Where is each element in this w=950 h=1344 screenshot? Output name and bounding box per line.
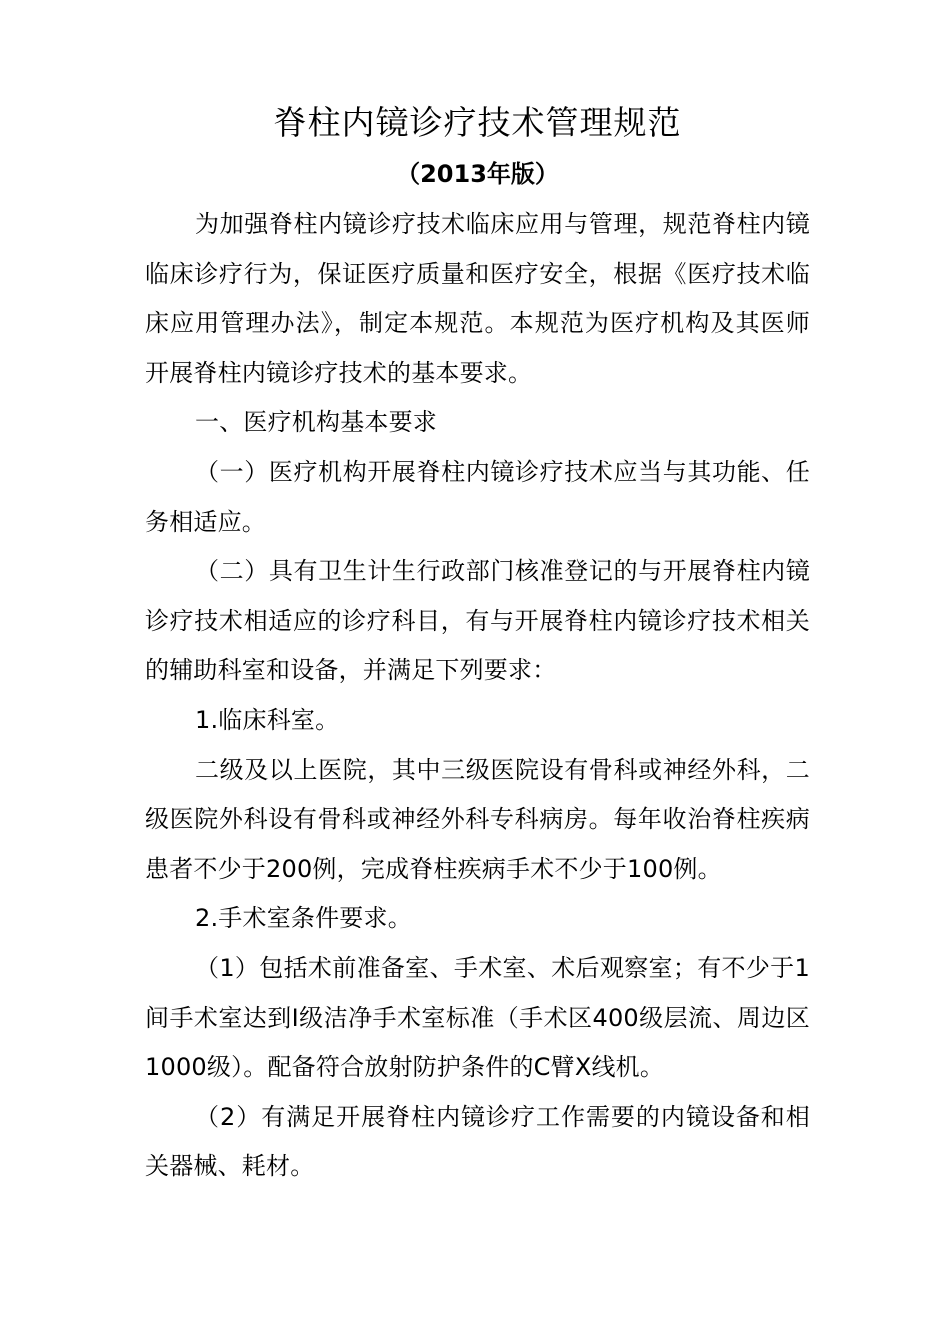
paragraph-or-2: （2）有满足开展脊柱内镜诊疗工作需要的内镜设备和相关器械、耗材。 [145,1102,810,1181]
section-heading-1: 一、医疗机构基本要求 [195,408,437,437]
document-title: 脊柱内镜诊疗技术管理规范 [273,103,682,142]
paragraph-item-1: （一）医疗机构开展脊柱内镜诊疗技术应当与其功能、任务相适应。 [145,457,810,536]
document-body [145,200,810,1192]
sub-heading-operating-room: 2.手术室条件要求。 [195,904,412,933]
document-subtitle: （2013年版） [396,160,559,188]
paragraph-clinical: 二级及以上医院，其中三级医院设有骨科或神经外科，二级医院外科设有骨科或神经外科专科病房。每年收治脊柱疾病患者不少于200例，完成脊柱疾病手术不少于100例。 [145,755,810,883]
paragraph-intro: 为加强脊柱内镜诊疗技术临床应用与管理，规范脊柱内镜临床诊疗行为，保证医疗质量和医疗安全，根据《医疗技术临床应用管理办法》，制定本规范。本规范为医疗机构及其医师开展脊柱内镜诊疗技术的基本要求。 [145,210,810,387]
document-page [145,0,810,1344]
paragraph-or-1: （1）包括术前准备室、手术室、术后观察室；有不少于1间手术室达到Ⅰ级洁净手术室标准（手术区400级层流、周边区1000级）。配备符合放射防护条件的C臂X线机。 [145,953,810,1082]
sub-heading-clinical: 1.临床科室。 [195,705,340,734]
paragraph-item-2: （二）具有卫生计生行政部门核准登记的与开展脊柱内镜诊疗技术相适应的诊疗科目，有与开展脊柱内镜诊疗技术相关的辅助科室和设备，并满足下列要求： [145,557,810,685]
